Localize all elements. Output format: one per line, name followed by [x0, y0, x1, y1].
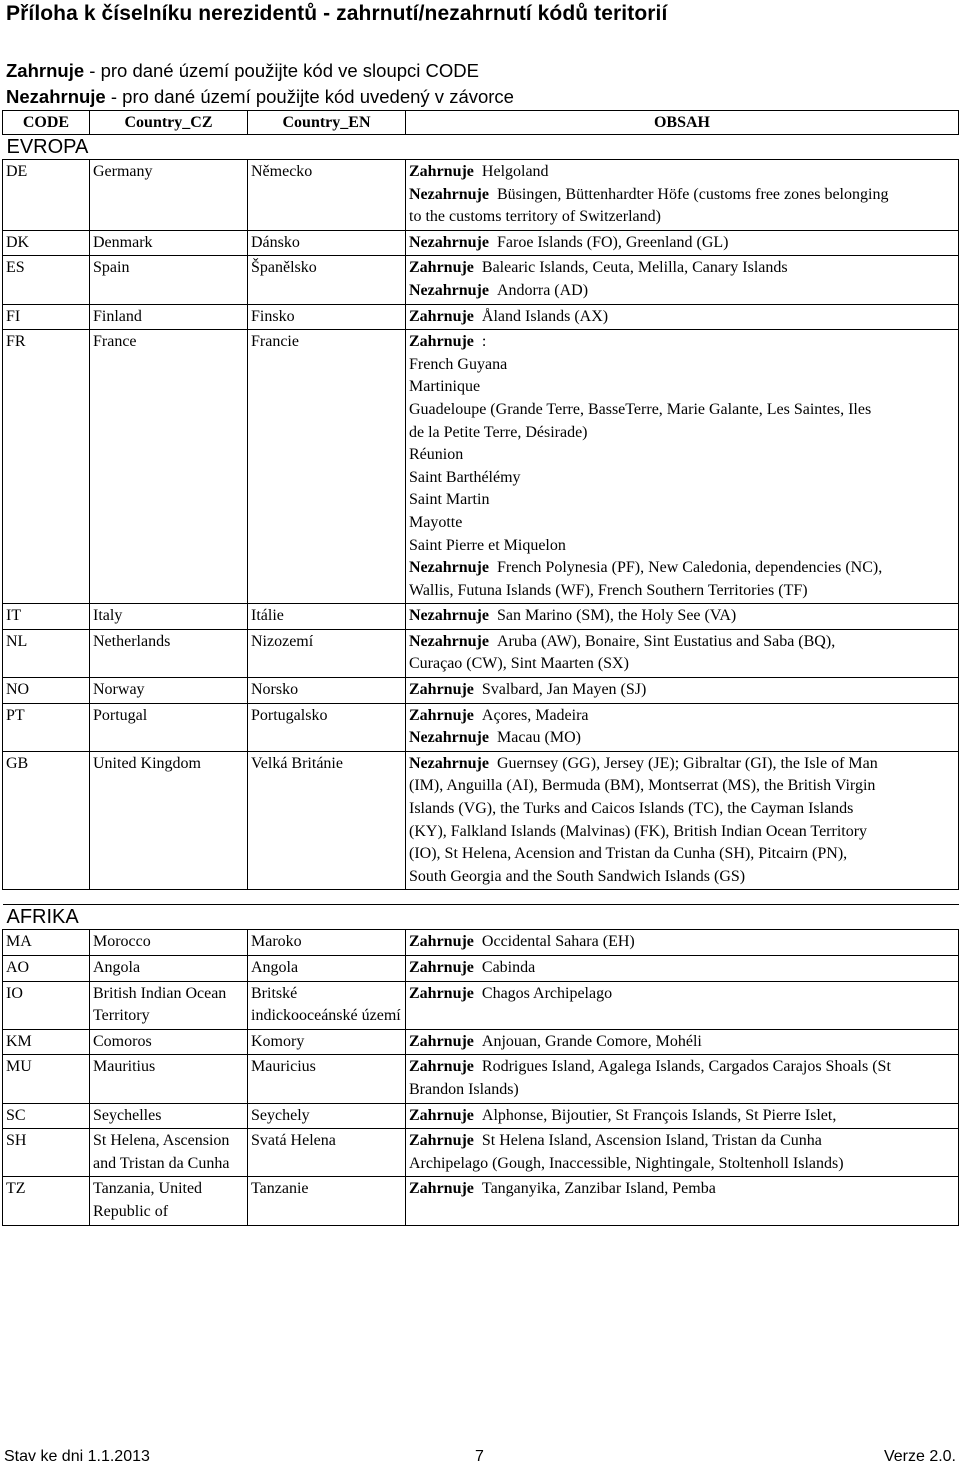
keyword: Zahrnuje	[409, 681, 474, 699]
cell-country-cz: Netherlands	[90, 629, 248, 677]
cell-code: PT	[3, 703, 90, 751]
content-text: Cabinda	[481, 959, 536, 976]
content-text: St Helena Island, Ascension Island, Tristan da Cunha	[481, 1132, 822, 1150]
cell-obsah	[406, 703, 959, 751]
table-row	[3, 751, 959, 890]
footer-version: Verze 2.0.	[883, 1448, 956, 1465]
content-text: Åland Islands (AX)	[481, 307, 609, 325]
content-text: French Guyana	[409, 355, 508, 373]
cell-obsah	[406, 751, 959, 890]
cell-obsah	[406, 304, 959, 330]
cell-country-cz: Norway	[90, 678, 248, 704]
cell-obsah	[406, 1055, 959, 1103]
table-row	[3, 703, 959, 751]
cell-code: FR	[3, 330, 90, 604]
cell-country-en: Svatá Helena	[248, 1129, 406, 1177]
cell-country-cz: Morocco	[90, 930, 248, 956]
content-line	[409, 931, 955, 954]
keyword: Nezahrnuje	[409, 233, 489, 251]
content-text: Faroe Islands (FO), Greenland (GL)	[496, 233, 729, 251]
content-line	[409, 184, 955, 207]
header-obsah: OBSAH	[406, 111, 959, 135]
table-row	[3, 1103, 959, 1129]
cell-country-cz: Denmark	[90, 230, 248, 256]
cell-country-cz: Italy	[90, 604, 248, 630]
content-text: Rodrigues Island, Agalega Islands, Cargados Carajos Shoals (St	[481, 1058, 891, 1076]
cell-code: IO	[3, 981, 90, 1029]
content-text: Andorra (AD)	[496, 281, 589, 299]
table-row	[3, 629, 959, 677]
content-text: Curaçao (CW), Sint Maarten (SX)	[409, 655, 629, 673]
content-text: Saint Barthélémy	[409, 468, 521, 486]
cell-obsah	[406, 1029, 959, 1055]
table-row	[3, 330, 959, 604]
spacer-cell	[3, 890, 959, 905]
table-row	[3, 256, 959, 304]
cell-country-en: Seychely	[248, 1103, 406, 1129]
cell-country-en: Dánsko	[248, 230, 406, 256]
content-text: Brandon Islands)	[409, 1080, 519, 1098]
cell-country-cz: Portugal	[90, 703, 248, 751]
keyword: Zahrnuje	[409, 307, 474, 325]
content-line	[409, 489, 955, 512]
keyword: Nezahrnuje	[409, 185, 489, 203]
header-country-en: Country_EN	[248, 111, 406, 135]
cell-country-cz: Angola	[90, 956, 248, 982]
cell-country-cz: Mauritius	[90, 1055, 248, 1103]
keyword: Nezahrnuje	[409, 281, 489, 299]
content-text: South Georgia and the South Sandwich Islands (GS)	[409, 867, 746, 885]
cell-obsah	[406, 629, 959, 677]
cell-obsah	[406, 930, 959, 956]
cell-obsah	[406, 1177, 959, 1225]
cell-code: MU	[3, 1055, 90, 1103]
table-header-row	[3, 111, 959, 135]
header-code: CODE	[3, 111, 90, 135]
cell-obsah	[406, 160, 959, 231]
section-spacer	[3, 890, 959, 905]
content-line	[409, 331, 955, 354]
content-text: Balearic Islands, Ceuta, Melilla, Canary Islands	[481, 259, 788, 277]
page-footer	[0, 1448, 960, 1470]
keyword: Zahrnuje	[409, 1180, 474, 1198]
table-row	[3, 930, 959, 956]
cell-obsah	[406, 256, 959, 304]
cell-country-en: Angola	[248, 956, 406, 982]
cell-code: SH	[3, 1129, 90, 1177]
cell-country-en: Komory	[248, 1029, 406, 1055]
content-line	[409, 232, 955, 255]
table-row	[3, 1055, 959, 1103]
content-text: Büsingen, Büttenhardter Höfe (customs free zones belonging	[496, 185, 889, 203]
section-title: EVROPA	[3, 135, 959, 160]
cell-country-cz: Germany	[90, 160, 248, 231]
keyword: Zahrnuje	[409, 959, 474, 976]
section-title: AFRIKA	[3, 905, 959, 930]
footer-date: Stav ke dni 1.1.2013	[4, 1448, 150, 1465]
table-row	[3, 981, 959, 1029]
content-text: Tanganyika, Zanzibar Island, Pemba	[481, 1180, 716, 1198]
cell-country-cz: Tanzania, United Republic of	[90, 1177, 248, 1225]
cell-country-en: Mauricius	[248, 1055, 406, 1103]
cell-country-en: Velká Británie	[248, 751, 406, 890]
content-line	[409, 1178, 955, 1201]
cell-code: DK	[3, 230, 90, 256]
keyword: Nezahrnuje	[409, 729, 489, 747]
content-line	[409, 679, 955, 702]
cell-country-cz: St Helena, Ascension and Tristan da Cunha	[90, 1129, 248, 1177]
content-line	[409, 1153, 955, 1176]
cell-obsah	[406, 604, 959, 630]
keyword: Zahrnuje	[409, 1032, 474, 1050]
table-row	[3, 1177, 959, 1225]
content-line	[409, 535, 955, 558]
content-text: Macau (MO)	[496, 729, 581, 747]
table-row	[3, 678, 959, 704]
section-header-row	[3, 135, 959, 160]
cell-country-en: Francie	[248, 330, 406, 604]
table-row	[3, 604, 959, 630]
cell-code: NO	[3, 678, 90, 704]
table-row	[3, 304, 959, 330]
content-line	[409, 444, 955, 467]
cell-country-en: Norsko	[248, 678, 406, 704]
cell-code: TZ	[3, 1177, 90, 1225]
content-text: Aruba (AW), Bonaire, Sint Eustatius and Saba (BQ),	[496, 632, 836, 650]
keyword: Zahrnuje	[409, 933, 474, 951]
content-line	[409, 1079, 955, 1102]
content-line	[409, 775, 955, 798]
keyword: Nezahrnuje	[409, 632, 489, 650]
keyword: Zahrnuje	[409, 984, 474, 1002]
cell-country-cz: Seychelles	[90, 1103, 248, 1129]
content-text: San Marino (SM), the Holy See (VA)	[496, 607, 737, 625]
cell-country-cz: British Indian Ocean Territory	[90, 981, 248, 1029]
content-text: Wallis, Futuna Islands (WF), French Southern Territories (TF)	[409, 581, 808, 599]
content-text: to the customs territory of Switzerland)	[409, 208, 661, 226]
content-text: Saint Martin	[409, 491, 490, 509]
keyword: Zahrnuje	[409, 706, 474, 724]
table-body	[3, 135, 959, 1226]
territory-table	[2, 110, 959, 1226]
cell-obsah	[406, 1129, 959, 1177]
cell-country-en: Německo	[248, 160, 406, 231]
content-text: Martinique	[409, 378, 481, 396]
keyword: Zahrnuje	[409, 333, 474, 351]
cell-country-en: Nizozemí	[248, 629, 406, 677]
cell-code: DE	[3, 160, 90, 231]
content-text: :	[481, 333, 487, 351]
table-row	[3, 1129, 959, 1177]
content-line	[409, 1056, 955, 1079]
keyword: Nezahrnuje	[409, 754, 489, 772]
content-line	[409, 957, 955, 980]
cell-code: SC	[3, 1103, 90, 1129]
content-text: Alphonse, Bijoutier, St François Islands, St Pierre Islet,	[481, 1106, 837, 1124]
cell-code: ES	[3, 256, 90, 304]
keyword: Zahrnuje	[409, 1106, 474, 1124]
cell-country-cz: Finland	[90, 304, 248, 330]
cell-country-en: Maroko	[248, 930, 406, 956]
cell-country-cz: Spain	[90, 256, 248, 304]
page-number: 7	[475, 1448, 484, 1465]
content-line	[409, 206, 955, 229]
content-line	[409, 306, 955, 329]
content-text: (KY), Falkland Islands (Malvinas) (FK), British Indian Ocean Territory	[409, 822, 868, 840]
content-text: Réunion	[409, 446, 464, 464]
cell-country-en: Britské indickooceánské území	[248, 981, 406, 1029]
content-line	[409, 376, 955, 399]
legend-text: - pro dané území použijte kód ve sloupci CODE	[84, 60, 479, 81]
content-text: Guadeloupe (Grande Terre, BasseTerre, Marie Galante, Les Saintes, Iles	[409, 400, 872, 418]
table-row	[3, 1029, 959, 1055]
content-line	[409, 354, 955, 377]
cell-code: NL	[3, 629, 90, 677]
content-text: Islands (VG), the Turks and Caicos Islands (TC), the Cayman Islands	[409, 800, 854, 818]
content-text: Saint Pierre et Miquelon	[409, 536, 566, 554]
content-text: (IM), Anguilla (AI), Bermuda (BM), Montserrat (MS), the British Virgin	[409, 777, 876, 795]
content-text: Açores, Madeira	[481, 706, 589, 724]
content-line	[409, 605, 955, 628]
content-line	[409, 798, 955, 821]
keyword: Nezahrnuje	[409, 607, 489, 625]
content-line	[409, 422, 955, 445]
legend-text: - pro dané území použijte kód uvedený v závorce	[105, 86, 514, 107]
content-line	[409, 983, 955, 1006]
cell-code: IT	[3, 604, 90, 630]
cell-obsah	[406, 330, 959, 604]
content-line	[409, 1105, 955, 1128]
content-line	[409, 653, 955, 676]
cell-code: KM	[3, 1029, 90, 1055]
content-line	[409, 399, 955, 422]
cell-country-cz: France	[90, 330, 248, 604]
cell-country-en: Španělsko	[248, 256, 406, 304]
cell-code: GB	[3, 751, 90, 890]
cell-country-cz: Comoros	[90, 1029, 248, 1055]
cell-country-cz: United Kingdom	[90, 751, 248, 890]
table-row	[3, 230, 959, 256]
legend-zahrnuje	[6, 60, 479, 82]
content-line	[409, 843, 955, 866]
content-text: Anjouan, Grande Comore, Mohéli	[481, 1032, 702, 1050]
section-header-row	[3, 905, 959, 930]
content-line	[409, 866, 955, 889]
legend-nezahrnuje	[6, 86, 514, 108]
content-line	[409, 557, 955, 580]
keyword: Zahrnuje	[409, 1058, 474, 1076]
content-text: Svalbard, Jan Mayen (SJ)	[481, 681, 647, 699]
content-line	[409, 753, 955, 776]
cell-country-en: Portugalsko	[248, 703, 406, 751]
cell-obsah	[406, 1103, 959, 1129]
cell-obsah	[406, 230, 959, 256]
cell-code: MA	[3, 930, 90, 956]
cell-obsah	[406, 956, 959, 982]
cell-code: AO	[3, 956, 90, 982]
legend-keyword: Zahrnuje	[6, 60, 85, 81]
content-line	[409, 631, 955, 654]
cell-obsah	[406, 981, 959, 1029]
keyword: Nezahrnuje	[409, 559, 489, 577]
content-line	[409, 580, 955, 603]
cell-country-en: Tanzanie	[248, 1177, 406, 1225]
content-text: Archipelago (Gough, Inaccessible, Nightingale, Stoltenholl Islands)	[409, 1154, 844, 1172]
legend-keyword: Nezahrnuje	[6, 86, 106, 107]
keyword: Zahrnuje	[409, 259, 474, 277]
table-row	[3, 160, 959, 231]
content-text: Helgoland	[481, 163, 549, 180]
content-text: de la Petite Terre, Désirade)	[409, 423, 588, 441]
content-line	[409, 512, 955, 535]
keyword: Zahrnuje	[409, 163, 474, 180]
content-line	[409, 705, 955, 728]
content-text: Mayotte	[409, 513, 463, 531]
content-line	[409, 280, 955, 303]
content-text: Guernsey (GG), Jersey (JE); Gibraltar (GI), the Isle of Man	[496, 754, 878, 772]
keyword: Zahrnuje	[409, 1132, 474, 1150]
content-line	[409, 257, 955, 280]
table-row	[3, 956, 959, 982]
content-line	[409, 1130, 955, 1153]
content-line	[409, 727, 955, 750]
content-line	[409, 1031, 955, 1054]
header-country-cz: Country_CZ	[90, 111, 248, 135]
content-line	[409, 467, 955, 490]
content-line	[409, 161, 955, 184]
content-text: Occidental Sahara (EH)	[481, 933, 635, 951]
cell-code: FI	[3, 304, 90, 330]
cell-country-en: Itálie	[248, 604, 406, 630]
page-title: Příloha k číselníku nerezidentů - zahrnutí/nezahrnutí kódů teritorií	[6, 2, 668, 25]
content-text: (IO), St Helena, Acension and Tristan da Cunha (SH), Pitcairn (PN),	[409, 845, 848, 863]
content-text: Chagos Archipelago	[481, 984, 613, 1002]
content-text: French Polynesia (PF), New Caledonia, dependencies (NC),	[496, 559, 883, 577]
cell-country-en: Finsko	[248, 304, 406, 330]
cell-obsah	[406, 678, 959, 704]
content-line	[409, 821, 955, 844]
